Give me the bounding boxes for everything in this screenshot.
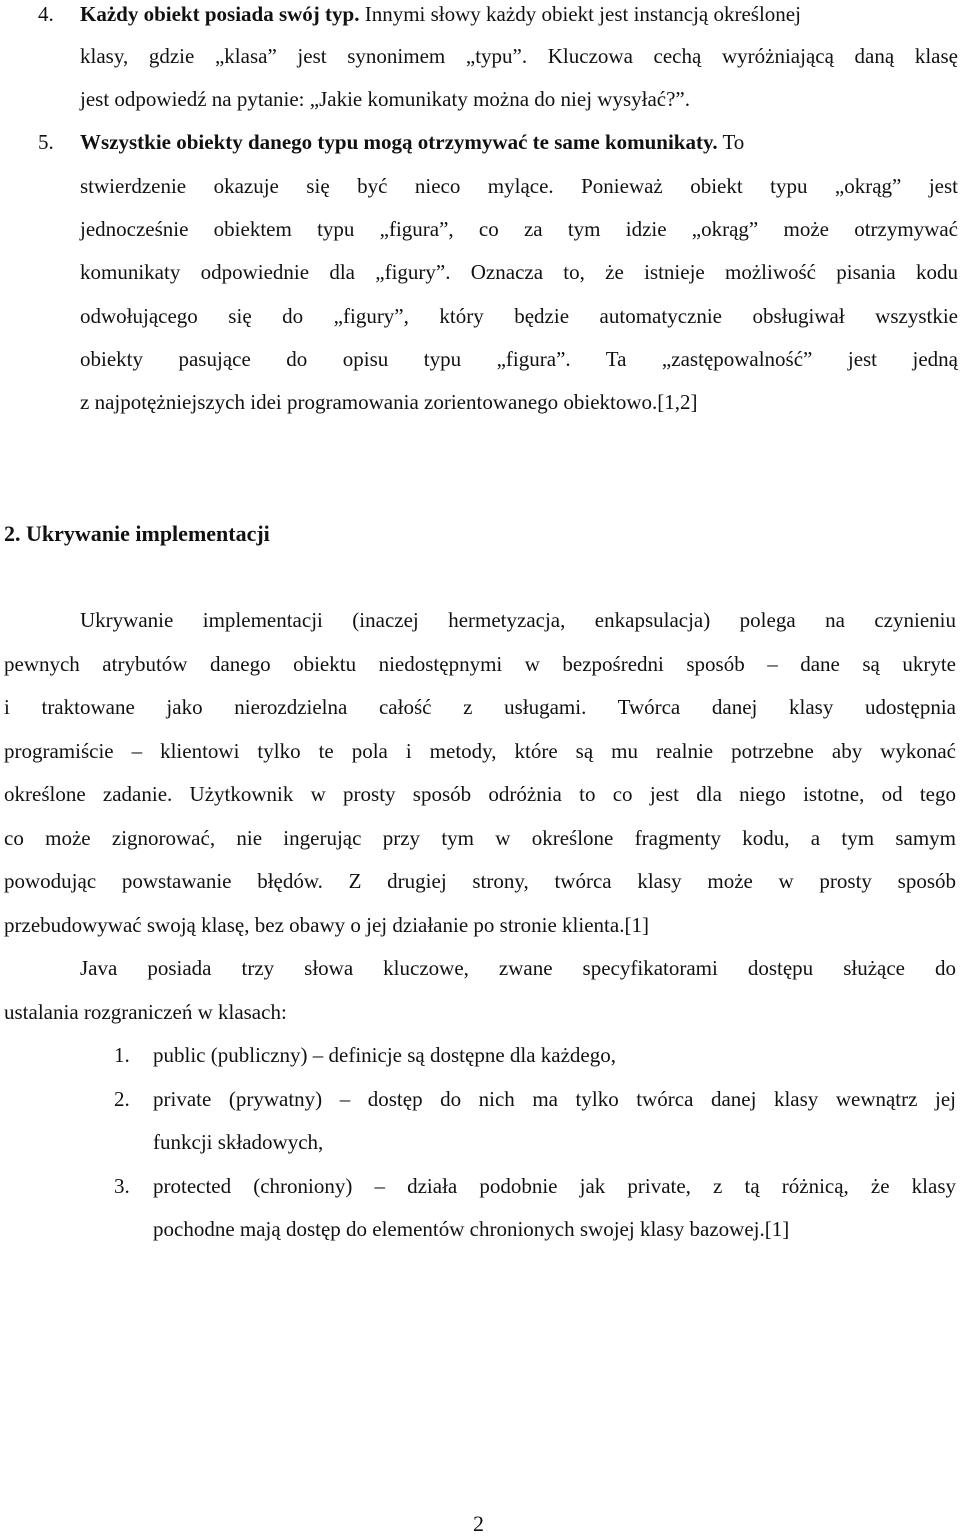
list-item-4-number: 4. xyxy=(38,2,54,26)
list-item-5-line-5: odwołującego się do „figury”, który będzie automatycznie obsługiwał wszystkie xyxy=(80,304,958,328)
list-item-5-line-3: jednocześnie obiektem typu „figura”, co za tym idzie „okrąg” może otrzymywać xyxy=(80,217,958,241)
list-item-4-line-1 xyxy=(80,0,801,28)
para1-line-4: programiście – klientowi tylko te pola i metody, które są mu realnie potrzebne aby wykonać xyxy=(4,739,956,763)
list-item-5-line-4: komunikaty odpowiednie dla „figury”. Oznacza to, że istnieje możliwość pisania kodu xyxy=(80,260,958,284)
list-item-4-rest: Innymi słowy każdy obiekt jest instancją określonej xyxy=(359,2,801,26)
para2-line-2: ustalania rozgraniczeń w klasach: xyxy=(4,1000,287,1024)
access-list-item-2-line-1: private (prywatny) – dostęp do nich ma tylko twórca danej klasy wewnątrz jej xyxy=(153,1087,956,1111)
page-number: 2 xyxy=(473,1511,484,1536)
access-list-item-1-line-1: public (publiczny) – definicje są dostępne dla każdego, xyxy=(153,1043,617,1067)
para1-line-3: i traktowane jako nierozdzielna całość z usługami. Twórca danej klasy udostępnia xyxy=(4,695,956,719)
list-item-5-line-1 xyxy=(80,128,744,156)
list-item-4-line-3: jest odpowiedź na pytanie: „Jakie komunikaty można do niej wysyłać?”. xyxy=(80,87,690,111)
list-item-5-line-6: obiekty pasujące do opisu typu „figura”. Ta „zastępowalność” jest jedną xyxy=(80,347,958,371)
list-item-4-line-2: klasy, gdzie „klasa” jest synonimem „typu”. Kluczowa cechą wyróżniającą daną klasę xyxy=(80,44,958,68)
para1-line-1: Ukrywanie implementacji (inaczej hermetyzacja, enkapsulacja) polega na czynieniu xyxy=(80,608,956,632)
list-item-4-bold: Każdy obiekt posiada swój typ. xyxy=(80,2,360,26)
list-item-5-number: 5. xyxy=(38,130,54,154)
access-list-item-2-number: 2. xyxy=(114,1087,130,1111)
para1-line-2: pewnych atrybutów danego obiektu niedostępnymi w bezpośredni sposób – dane są ukryte xyxy=(4,652,956,676)
access-list-item-1-number: 1. xyxy=(114,1043,130,1067)
access-list-item-3-line-2: pochodne mają dostęp do elementów chronionych swojej klasy bazowej.[1] xyxy=(153,1217,790,1241)
para2-line-1: Java posiada trzy słowa kluczowe, zwane specyfikatorami dostępu służące do xyxy=(80,956,956,980)
access-list-item-3-number: 3. xyxy=(114,1174,130,1198)
access-list-item-3-line-1: protected (chroniony) – działa podobnie jak private, z tą różnicą, że klasy xyxy=(153,1174,956,1198)
access-list-item-2-line-2: funkcji składowych, xyxy=(153,1130,324,1154)
section-heading: 2. Ukrywanie implementacji xyxy=(4,521,270,546)
para1-line-8: przebudowywać swoją klasę, bez obawy o jej działanie po stronie klienta.[1] xyxy=(4,913,649,937)
list-item-5-line-7: z najpotężniejszych idei programowania zorientowanego obiektowo.[1,2] xyxy=(80,390,698,414)
list-item-5-line-2: stwierdzenie okazuje się być nieco mylące. Ponieważ obiekt typu „okrąg” jest xyxy=(80,174,958,198)
list-item-5-rest: To xyxy=(717,130,745,154)
para1-line-5: określone zadanie. Użytkownik w prosty sposób odróżnia to co jest dla niego istotne, od tego xyxy=(4,782,956,806)
para1-line-6: co może zignorować, nie ingerując przy tym w określone fragmenty kodu, a tym samym xyxy=(4,826,956,850)
para1-line-7: powodując powstawanie błędów. Z drugiej strony, twórca klasy może w prosty sposób xyxy=(4,869,956,893)
list-item-5-bold: Wszystkie obiekty danego typu mogą otrzymywać te same komunikaty. xyxy=(80,130,718,154)
